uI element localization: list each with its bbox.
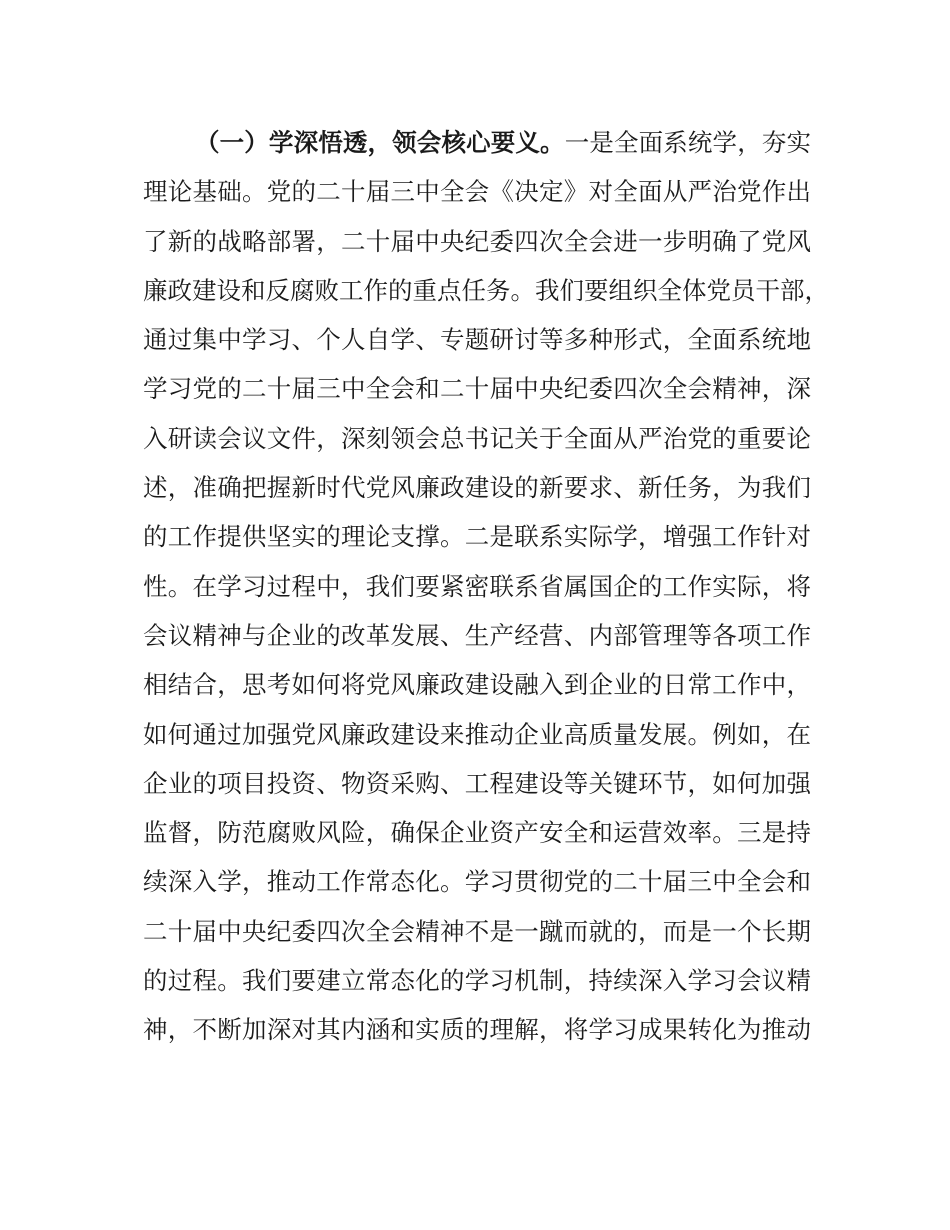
paragraph-line: 入研读会议文件，深刻领会总书记关于全面从严治党的重要论 [143, 423, 811, 453]
paragraph-line [143, 118, 811, 167]
line-text: 一是全面系统学，夯实 [564, 128, 811, 157]
body-paragraph [143, 118, 829, 1055]
paragraph-line: 廉政建设和反腐败工作的重点任务。我们要组织全体党员干部， [143, 275, 829, 305]
paragraph-line: 性。在学习过程中，我们要紧密联系省属国企的工作实际，将 [143, 571, 811, 601]
paragraph-line: 如何通过加强党风廉政建设来推动企业高质量发展。例如，在 [143, 719, 811, 749]
paragraph-line: 续深入学，推动工作常态化。学习贯彻党的二十届三中全会和 [143, 867, 811, 897]
paragraph-line: 二十届中央纪委四次全会精神不是一蹴而就的，而是一个长期 [143, 916, 811, 946]
paragraph-line: 的工作提供坚实的理论支撑。二是联系实际学，增强工作针对 [143, 522, 811, 552]
paragraph-line: 相结合，思考如何将党风廉政建设融入到企业的日常工作中， [143, 670, 811, 700]
paragraph-line: 神，不断加深对其内涵和实质的理解，将学习成果转化为推动 [143, 1015, 811, 1045]
paragraph-line: 会议精神与企业的改革发展、生产经营、内部管理等各项工作 [143, 620, 811, 650]
paragraph-line: 理论基础。党的二十届三中全会《决定》对全面从严治党作出 [143, 177, 811, 207]
paragraph-line: 企业的项目投资、物资采购、工程建设等关键环节，如何加强 [143, 768, 811, 798]
paragraph-line: 了新的战略部署，二十届中央纪委四次全会进一步明确了党风 [143, 226, 811, 256]
paragraph-line: 学习党的二十届三中全会和二十届中央纪委四次全会精神，深 [143, 374, 811, 404]
section-heading: （一）学深悟透，领会核心要义。 [195, 128, 565, 157]
paragraph-line: 述，准确把握新时代党风廉政建设的新要求、新任务，为我们 [143, 473, 811, 503]
paragraph-line: 的过程。我们要建立常态化的学习机制，持续深入学习会议精 [143, 966, 811, 996]
paragraph-line: 监督，防范腐败风险，确保企业资产安全和运营效率。三是持 [143, 818, 811, 848]
paragraph-line: 通过集中学习、个人自学、专题研讨等多种形式，全面系统地 [143, 325, 811, 355]
